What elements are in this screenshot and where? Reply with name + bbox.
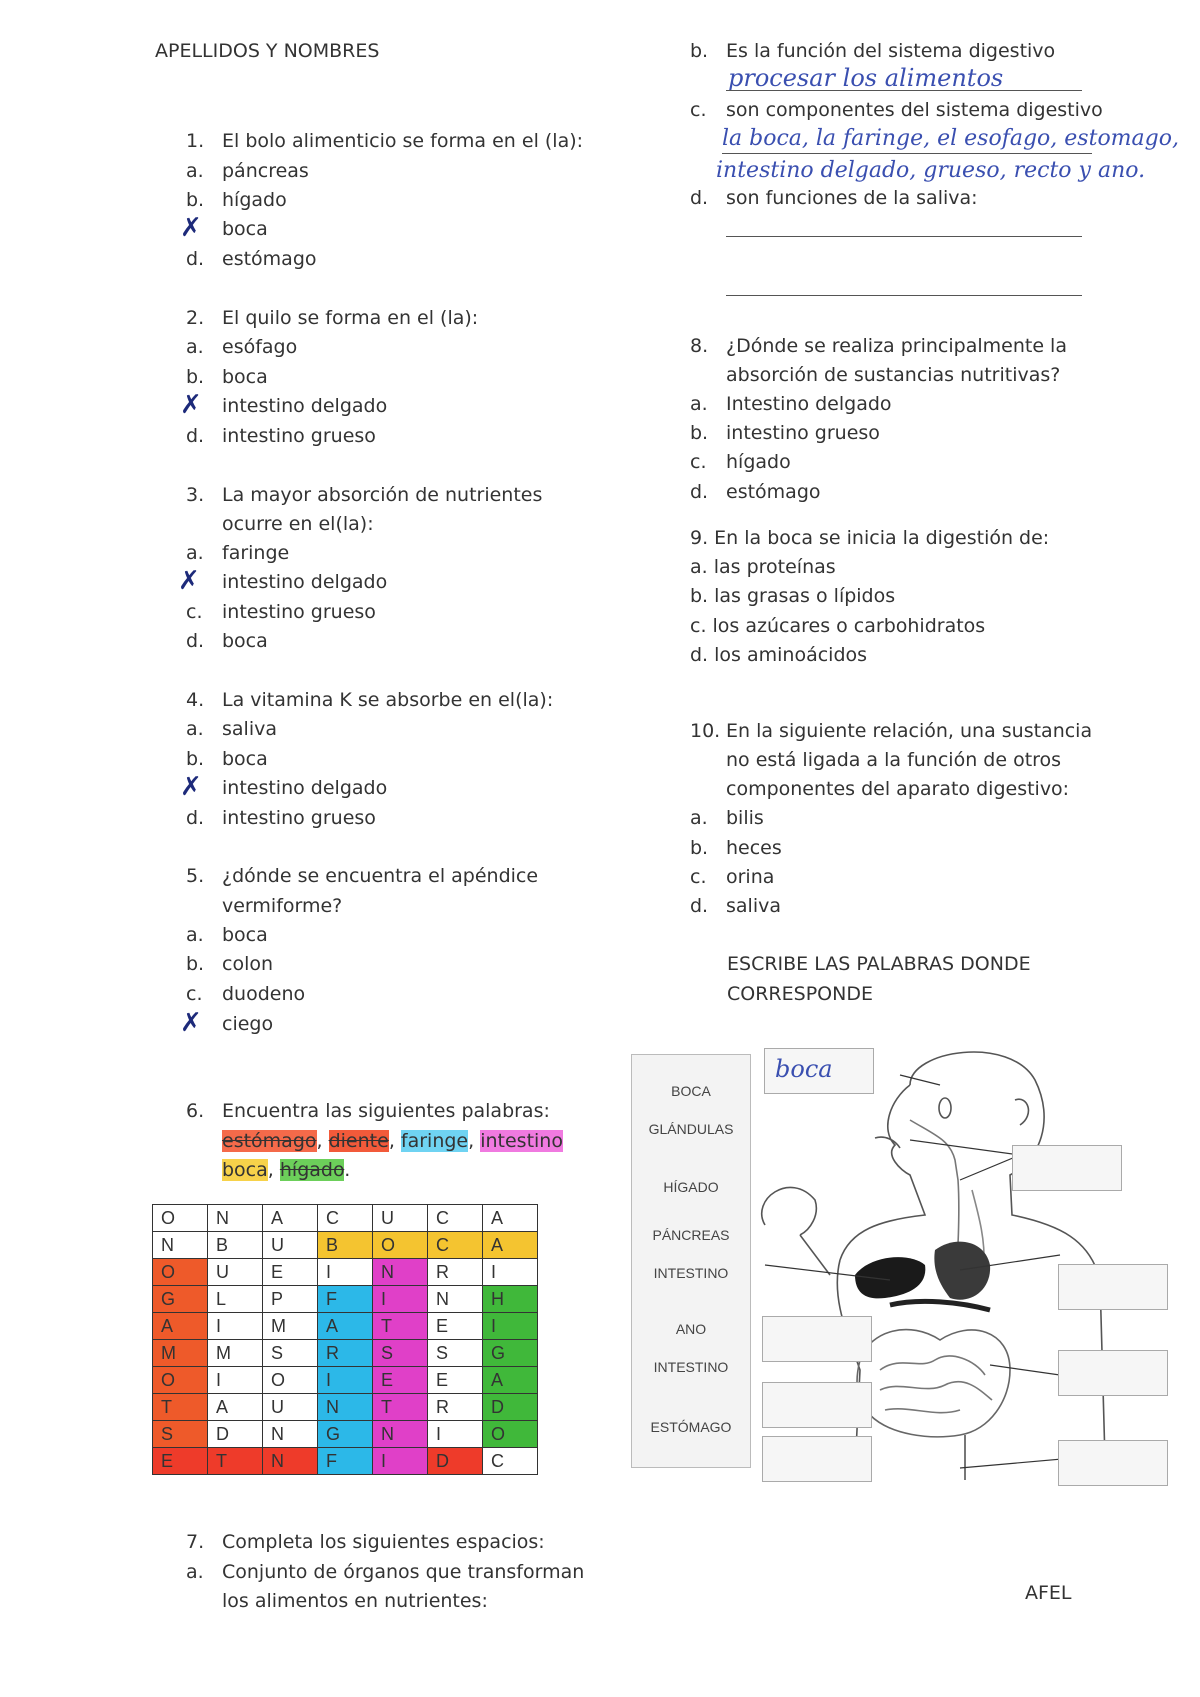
- q1-option-d[interactable]: d. estómago: [186, 248, 317, 270]
- q7-d: d. son funciones de la saliva:: [690, 187, 978, 209]
- q7-d-answer-line-2[interactable]: [726, 295, 1082, 296]
- grid-cell: A: [483, 1205, 538, 1232]
- q5-option-a[interactable]: a. boca: [186, 924, 268, 946]
- grid-cell: I: [483, 1259, 538, 1286]
- word-diente: diente: [328, 1130, 389, 1152]
- grid-cell: E: [153, 1448, 208, 1475]
- word-bank-item: INTESTINO: [653, 1359, 729, 1375]
- q7-a-line2: los alimentos en nutrientes:: [222, 1590, 488, 1612]
- grid-cell: C: [318, 1205, 373, 1232]
- grid-cell: L: [208, 1286, 263, 1313]
- question-8: 8. ¿Dónde se realiza principalmente la: [690, 335, 1067, 357]
- q8-option-c[interactable]: c. hígado: [690, 451, 791, 473]
- grid-cell: R: [428, 1394, 483, 1421]
- grid-cell: F: [318, 1448, 373, 1475]
- q9-option-c[interactable]: c. los azúcares o carbohidratos: [690, 615, 986, 637]
- label-box-ano[interactable]: [1058, 1440, 1168, 1486]
- grid-cell: M: [208, 1340, 263, 1367]
- word-bank-item: HÍGADO: [663, 1179, 719, 1195]
- grid-cell: B: [318, 1232, 373, 1259]
- word-bank-item: INTESTINO: [653, 1265, 729, 1281]
- q1-option-c[interactable]: boca: [222, 218, 268, 240]
- grid-cell: H: [483, 1286, 538, 1313]
- question-3-line2: ocurre en el(la):: [222, 513, 374, 535]
- grid-cell: I: [483, 1313, 538, 1340]
- grid-row: [153, 1340, 538, 1367]
- q9-option-b[interactable]: b. las grasas o lípidos: [690, 585, 896, 607]
- grid-cell: T: [153, 1394, 208, 1421]
- q3-option-c[interactable]: c. intestino grueso: [186, 601, 376, 623]
- grid-cell: C: [428, 1232, 483, 1259]
- grid-cell: O: [153, 1367, 208, 1394]
- word-bank-item: BOCA: [671, 1083, 711, 1099]
- grid-cell: A: [483, 1232, 538, 1259]
- question-10: 10. En la siguiente relación, una sustancia: [690, 720, 1093, 742]
- q5-option-c[interactable]: c. duodeno: [186, 983, 306, 1005]
- question-2: 2. El quilo se forma en el (la):: [186, 307, 479, 329]
- q3-option-a[interactable]: a. faringe: [186, 542, 290, 564]
- diagram-title-line1: ESCRIBE LAS PALABRAS DONDE: [727, 953, 1031, 975]
- q4-option-d[interactable]: d. intestino grueso: [186, 807, 376, 829]
- word-search-grid: [152, 1204, 538, 1475]
- q10-option-b[interactable]: b. heces: [690, 837, 782, 859]
- word-intestino: intestino: [480, 1130, 563, 1152]
- grid-cell: G: [483, 1340, 538, 1367]
- q7-a: a. Conjunto de órganos que transforman: [186, 1561, 585, 1583]
- q7-c-answer-line: [722, 153, 1092, 154]
- grid-row: [153, 1313, 538, 1340]
- word-bank-item: PÁNCREAS: [652, 1227, 730, 1243]
- grid-cell: A: [318, 1313, 373, 1340]
- q9-option-d[interactable]: d. los aminoácidos: [690, 644, 868, 666]
- grid-cell: M: [263, 1313, 318, 1340]
- grid-cell: C: [428, 1205, 483, 1232]
- question-9: 9. En la boca se inicia la digestión de:: [690, 527, 1050, 549]
- q9-option-a[interactable]: a. las proteínas: [690, 556, 836, 578]
- label-box-boca[interactable]: [764, 1048, 874, 1094]
- grid-cell: B: [208, 1232, 263, 1259]
- grid-cell: D: [428, 1448, 483, 1475]
- q1-check-mark: ✗: [180, 213, 202, 243]
- question-6: 6. Encuentra las siguientes palabras:: [186, 1100, 550, 1122]
- q4-check-mark: ✗: [180, 772, 202, 802]
- grid-cell: O: [373, 1232, 428, 1259]
- grid-cell: G: [153, 1286, 208, 1313]
- grid-cell: C: [483, 1448, 538, 1475]
- label-box-pancreas[interactable]: [762, 1382, 872, 1428]
- grid-cell: I: [373, 1286, 428, 1313]
- q5-check-mark: ✗: [180, 1008, 202, 1038]
- q3-option-d[interactable]: d. boca: [186, 630, 268, 652]
- word-bank: [631, 1054, 751, 1468]
- grid-cell: O: [483, 1421, 538, 1448]
- q8-option-d[interactable]: d. estómago: [690, 481, 821, 503]
- footer-code: AFEL: [1025, 1582, 1072, 1604]
- question-5: 5. ¿dónde se encuentra el apéndice: [186, 865, 539, 887]
- q7-c-answer-2[interactable]: intestino delgado, grueso, recto y ano.: [716, 158, 1146, 183]
- word-bank-item: ESTÓMAGO: [650, 1419, 732, 1435]
- grid-cell: D: [208, 1421, 263, 1448]
- grid-cell: U: [263, 1232, 318, 1259]
- q8-option-b[interactable]: b. intestino grueso: [690, 422, 880, 444]
- grid-cell: O: [153, 1259, 208, 1286]
- label-box-glandulas[interactable]: [1012, 1145, 1122, 1191]
- grid-cell: E: [263, 1259, 318, 1286]
- grid-cell: I: [318, 1259, 373, 1286]
- grid-row: [153, 1421, 538, 1448]
- question-10-line3: componentes del aparato digestivo:: [726, 778, 1070, 800]
- question-1: 1. El bolo alimenticio se forma en el (la):: [186, 130, 584, 152]
- q2-option-b[interactable]: b. boca: [186, 366, 268, 388]
- grid-row: [153, 1448, 538, 1475]
- q7-b-answer[interactable]: procesar los alimentos: [728, 64, 1004, 92]
- q4-option-b[interactable]: b. boca: [186, 748, 268, 770]
- grid-cell: N: [153, 1232, 208, 1259]
- grid-cell: I: [208, 1313, 263, 1340]
- grid-cell: O: [263, 1367, 318, 1394]
- label-answer-boca: boca: [775, 1055, 833, 1083]
- q3-check-mark: ✗: [178, 566, 200, 596]
- grid-cell: U: [263, 1394, 318, 1421]
- grid-row: [153, 1259, 538, 1286]
- grid-cell: G: [318, 1421, 373, 1448]
- word-higado: hígado: [279, 1159, 345, 1181]
- grid-cell: E: [428, 1313, 483, 1340]
- label-box-intestino-grueso[interactable]: [1058, 1350, 1168, 1396]
- q10-option-a[interactable]: a. bilis: [690, 807, 764, 829]
- grid-cell: P: [263, 1286, 318, 1313]
- question-10-line2: no está ligada a la función de otros: [726, 749, 1062, 771]
- grid-cell: T: [208, 1448, 263, 1475]
- q2-option-a[interactable]: a. esófago: [186, 336, 298, 358]
- grid-cell: S: [263, 1340, 318, 1367]
- q7-c: c. son componentes del sistema digestivo: [690, 99, 1103, 121]
- q6-word-list-2: boca, hígado.: [222, 1159, 351, 1181]
- grid-cell: A: [483, 1367, 538, 1394]
- grid-cell: A: [153, 1313, 208, 1340]
- q2-check-mark: ✗: [180, 390, 202, 420]
- q4-option-a[interactable]: a. saliva: [186, 718, 277, 740]
- grid-cell: D: [483, 1394, 538, 1421]
- grid-cell: S: [373, 1340, 428, 1367]
- grid-cell: T: [373, 1313, 428, 1340]
- grid-cell: O: [153, 1205, 208, 1232]
- grid-row: [153, 1205, 538, 1232]
- q3-option-b[interactable]: intestino delgado: [222, 571, 388, 593]
- grid-cell: N: [373, 1259, 428, 1286]
- grid-row: [153, 1367, 538, 1394]
- grid-cell: M: [153, 1340, 208, 1367]
- grid-cell: A: [263, 1205, 318, 1232]
- question-3: 3. La mayor absorción de nutrientes: [186, 484, 543, 506]
- grid-cell: F: [318, 1286, 373, 1313]
- q7-c-answer-1[interactable]: la boca, la faringe, el esofago, estomago,: [722, 126, 1179, 151]
- question-7: 7. Completa los siguientes espacios:: [186, 1531, 545, 1553]
- grid-cell: E: [428, 1367, 483, 1394]
- grid-row: [153, 1286, 538, 1313]
- word-faringe: faringe: [400, 1130, 469, 1152]
- grid-row: [153, 1232, 538, 1259]
- q7-b-answer-line: [726, 90, 1082, 91]
- grid-cell: N: [208, 1205, 263, 1232]
- diagram-title-line2: CORRESPONDE: [727, 983, 873, 1005]
- q1-option-a[interactable]: a. páncreas: [186, 160, 309, 182]
- question-4: 4. La vitamina K se absorbe en el(la):: [186, 689, 554, 711]
- grid-cell: U: [208, 1259, 263, 1286]
- question-5-line2: vermiforme?: [222, 895, 343, 917]
- grid-row: [153, 1394, 538, 1421]
- q8-option-a[interactable]: a. Intestino delgado: [690, 393, 892, 415]
- q7-b: b. Es la función del sistema digestivo: [690, 40, 1056, 62]
- word-bank-item: GLÁNDULAS: [648, 1121, 734, 1137]
- q10-option-c[interactable]: c. orina: [690, 866, 775, 888]
- q2-option-d[interactable]: d. intestino grueso: [186, 425, 376, 447]
- grid-cell: R: [428, 1259, 483, 1286]
- word-bank-item: ANO: [675, 1321, 707, 1337]
- grid-cell: N: [428, 1286, 483, 1313]
- label-box-higado[interactable]: [762, 1316, 872, 1362]
- q1-option-b[interactable]: b. hígado: [186, 189, 287, 211]
- grid-cell: I: [373, 1448, 428, 1475]
- grid-cell: T: [373, 1394, 428, 1421]
- q6-word-list: estómago, diente, faringe, intestino: [222, 1130, 563, 1152]
- word-estomago: estómago: [222, 1130, 317, 1152]
- q5-option-b[interactable]: b. colon: [186, 953, 274, 975]
- q5-option-d[interactable]: ciego: [222, 1013, 274, 1035]
- grid-cell: E: [373, 1367, 428, 1394]
- grid-cell: I: [208, 1367, 263, 1394]
- label-box-intestino-delgado[interactable]: [762, 1436, 872, 1482]
- grid-cell: N: [318, 1394, 373, 1421]
- grid-cell: I: [318, 1367, 373, 1394]
- grid-cell: N: [263, 1421, 318, 1448]
- q7-d-answer-line-1[interactable]: [726, 236, 1082, 237]
- grid-cell: U: [373, 1205, 428, 1232]
- grid-cell: I: [428, 1421, 483, 1448]
- grid-cell: N: [263, 1448, 318, 1475]
- grid-cell: S: [153, 1421, 208, 1448]
- question-8-line2: absorción de sustancias nutritivas?: [726, 364, 1061, 386]
- q2-option-c[interactable]: intestino delgado: [222, 395, 388, 417]
- label-box-estomago[interactable]: [1058, 1264, 1168, 1310]
- q10-option-d[interactable]: d. saliva: [690, 895, 781, 917]
- grid-cell: R: [318, 1340, 373, 1367]
- name-label: APELLIDOS Y NOMBRES: [155, 40, 380, 62]
- grid-cell: A: [208, 1394, 263, 1421]
- word-boca: boca: [222, 1159, 268, 1181]
- grid-cell: N: [373, 1421, 428, 1448]
- q4-option-c[interactable]: intestino delgado: [222, 777, 388, 799]
- grid-cell: S: [428, 1340, 483, 1367]
